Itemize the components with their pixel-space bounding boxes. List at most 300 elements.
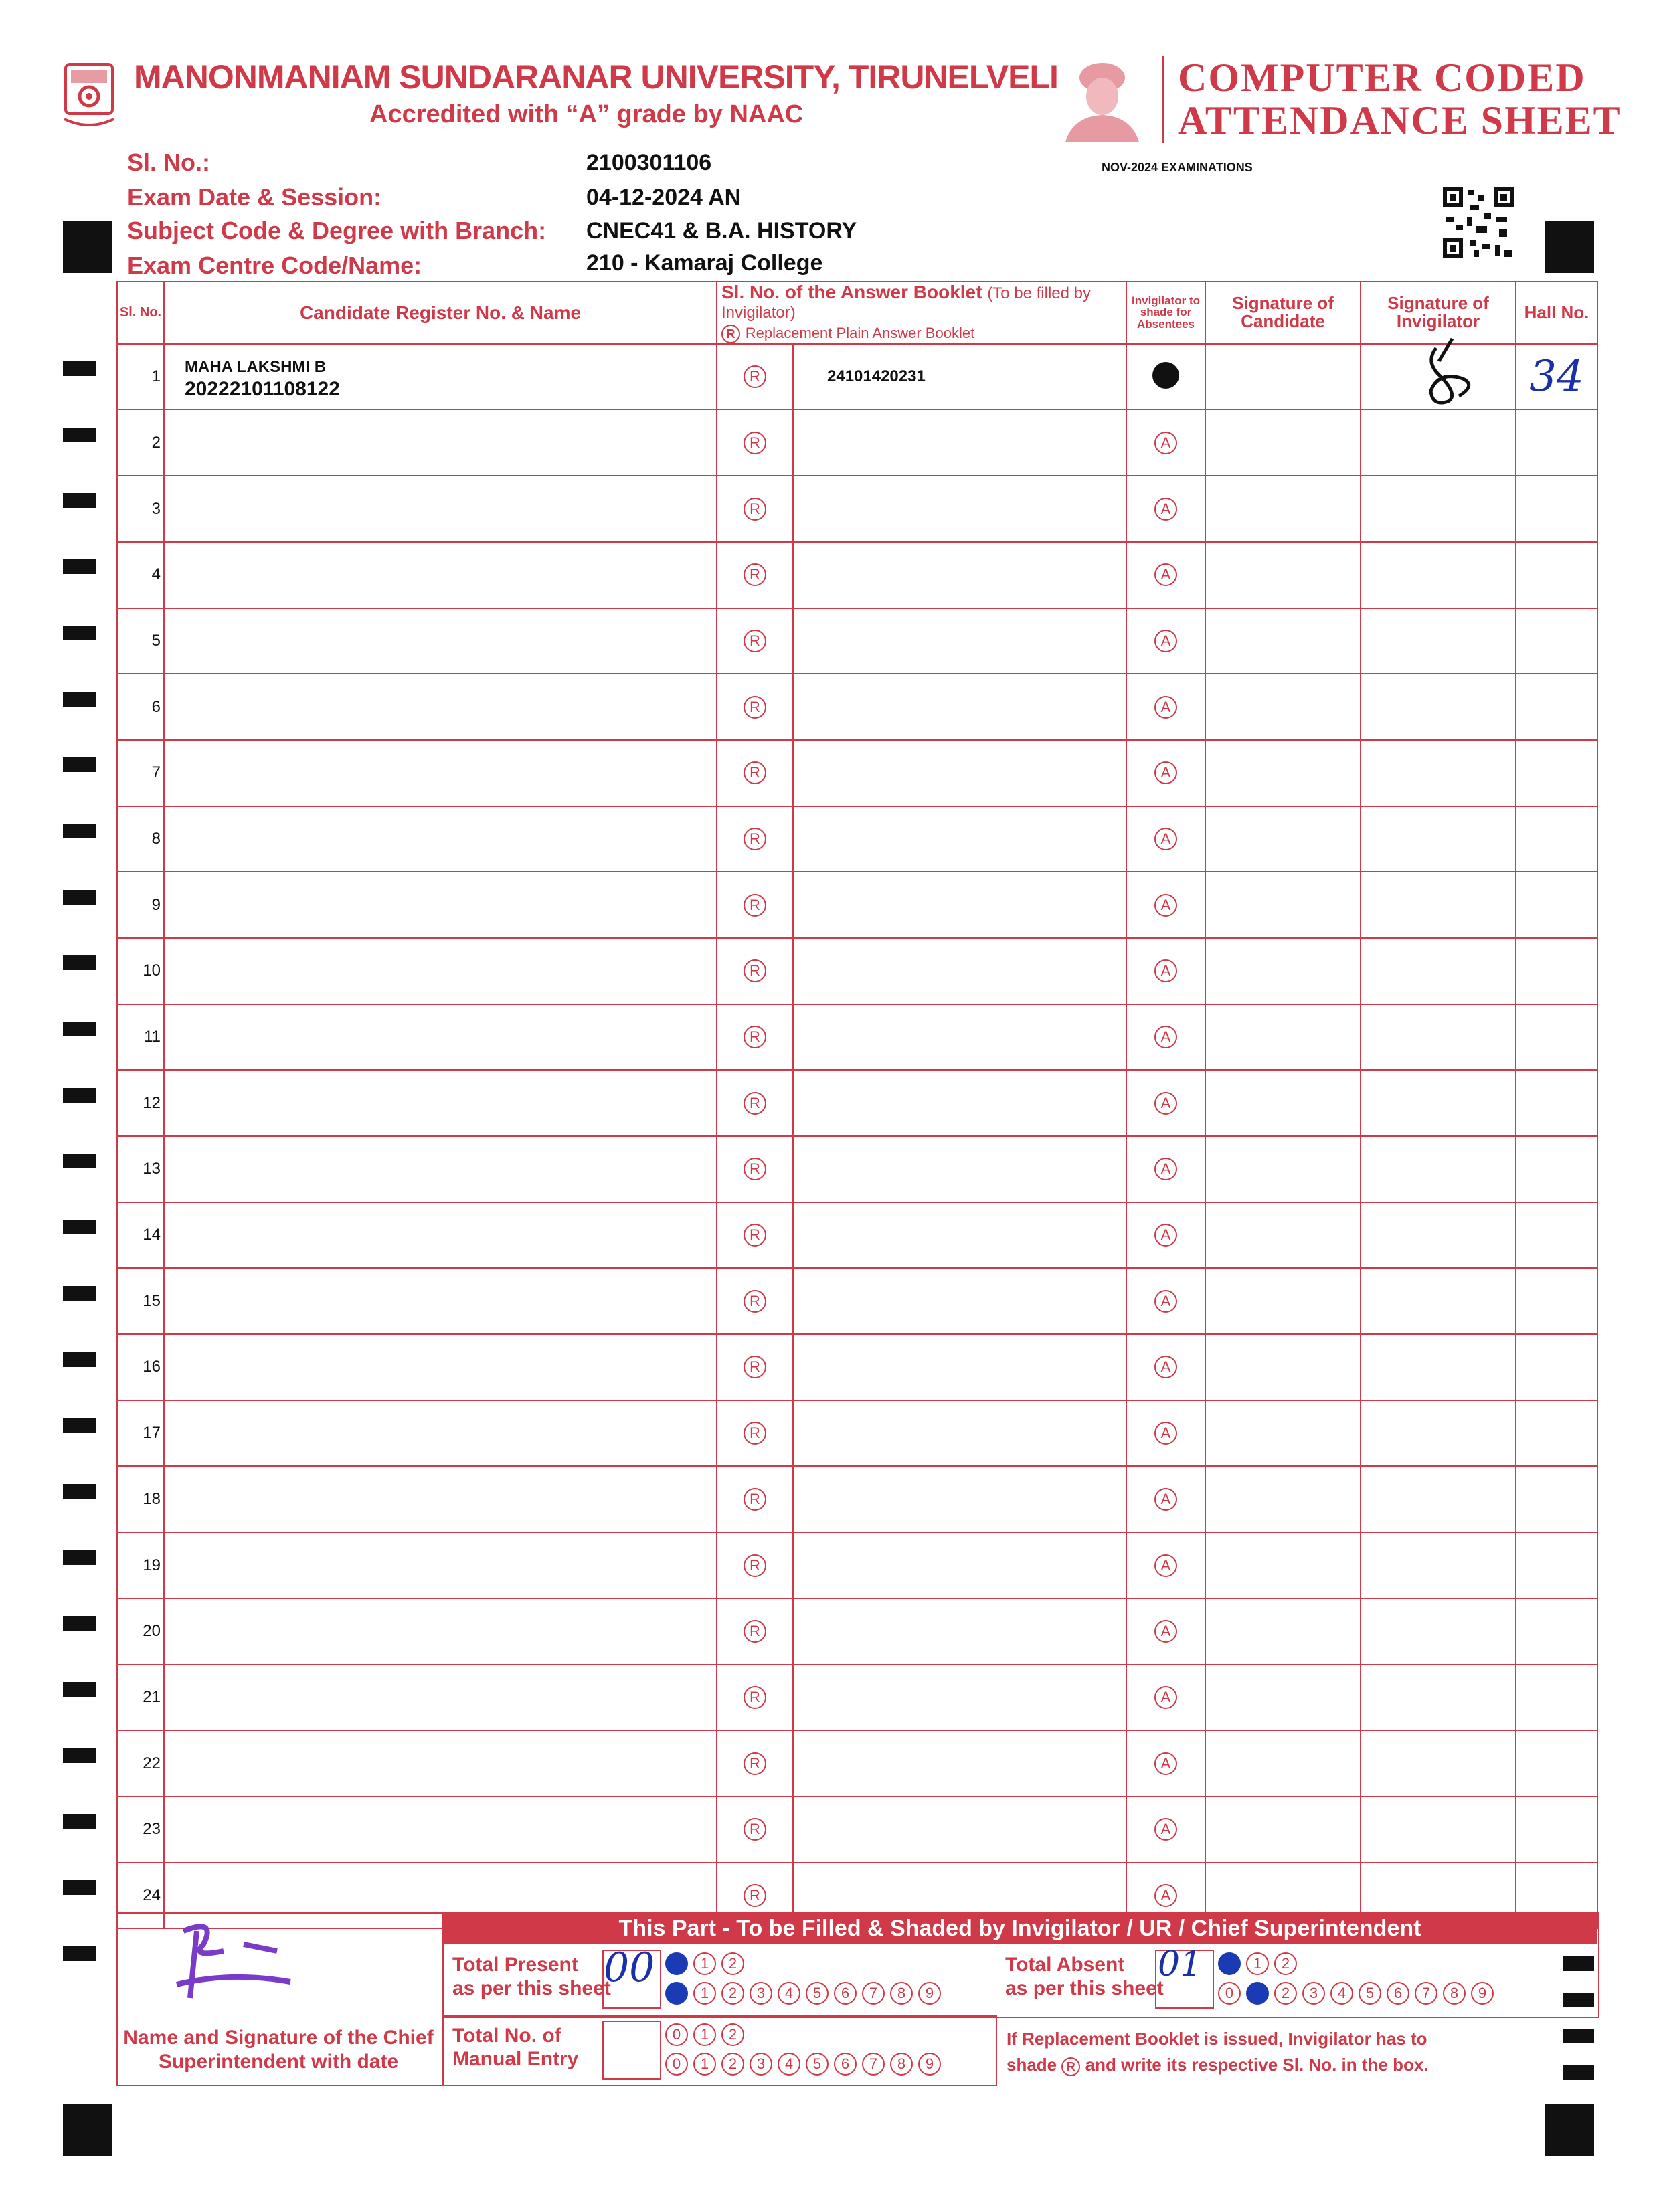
hall-no-field[interactable] <box>1516 542 1597 608</box>
booklet-no-field[interactable] <box>793 1796 1126 1863</box>
absent-units-bubbles[interactable] <box>1218 1982 1499 2005</box>
timing-mark <box>63 1880 96 1895</box>
candidate-signature-field[interactable] <box>1205 1730 1361 1796</box>
absent-bubble-cell <box>1126 608 1205 674</box>
row-sl-no: 2 <box>117 409 164 476</box>
absent-bubble[interactable]: A <box>1154 1686 1177 1709</box>
hall-no-field[interactable] <box>1516 608 1597 674</box>
replacement-bubble[interactable]: R <box>744 1818 766 1841</box>
digit-bubble[interactable]: 0 <box>1218 1952 1241 1975</box>
digit-bubble[interactable]: 7 <box>1415 1982 1437 2005</box>
booklet-no-field[interactable] <box>793 938 1126 1004</box>
centre-label: Exam Centre Code/Name: <box>127 252 422 279</box>
timing-mark <box>63 1814 96 1829</box>
table-body <box>117 344 1597 1929</box>
booklet-no-field[interactable] <box>793 1268 1126 1334</box>
candidate-signature-field[interactable] <box>1205 938 1361 1004</box>
replacement-bubble[interactable]: R <box>744 894 766 917</box>
hall-no-field[interactable] <box>1516 1796 1597 1863</box>
hall-no-field[interactable] <box>1516 740 1597 806</box>
invigilator-signature-field[interactable] <box>1361 1070 1516 1136</box>
digit-bubble[interactable]: 1 <box>1246 1952 1269 1975</box>
absent-bubble-cell <box>1126 1136 1205 1202</box>
digit-bubble[interactable]: 8 <box>890 1982 913 2005</box>
total-present-written: 00 <box>604 1944 655 1991</box>
absent-bubble[interactable]: A <box>1154 1158 1177 1180</box>
candidate-signature-field[interactable] <box>1205 608 1361 674</box>
table-row <box>117 1796 1597 1863</box>
absent-bubble[interactable]: A <box>1154 1554 1177 1577</box>
manual-tens-bubbles[interactable] <box>665 2023 750 2046</box>
absent-bubble-cell <box>1126 1665 1205 1731</box>
replacement-bubble[interactable]: R <box>744 1554 766 1577</box>
timing-mark <box>63 1286 96 1301</box>
table-row <box>117 1730 1597 1796</box>
exam-session-note: NOV-2024 EXAMINATIONS <box>1102 161 1253 174</box>
replacement-bubble[interactable]: R <box>744 1488 766 1511</box>
col-hall: Hall No. <box>1516 282 1597 344</box>
replacement-bubble-cell <box>717 1796 793 1863</box>
invigilator-signature-field[interactable] <box>1361 1796 1516 1863</box>
absent-bubble-cell <box>1126 1400 1205 1467</box>
replacement-bubble-cell <box>717 674 793 740</box>
candidate-cell <box>164 1730 717 1796</box>
replacement-bubble-cell <box>717 872 793 938</box>
digit-bubble[interactable]: 2 <box>721 1982 744 2005</box>
invigilator-signature-field[interactable] <box>1361 1598 1516 1665</box>
digit-bubble[interactable]: 2 <box>721 2053 744 2076</box>
candidate-signature-field[interactable] <box>1205 1334 1361 1400</box>
invigilator-signature-field[interactable] <box>1361 542 1516 608</box>
table-row <box>117 938 1597 1004</box>
absent-bubble-cell <box>1126 1796 1205 1863</box>
replacement-bubble[interactable]: R <box>744 761 766 784</box>
replacement-bubble[interactable]: R <box>744 959 766 982</box>
invigilator-signature-field[interactable] <box>1361 1730 1516 1796</box>
candidate-cell <box>164 1598 717 1665</box>
present-units-bubbles[interactable] <box>665 1982 946 2005</box>
attendance-table <box>116 281 1598 1929</box>
table-row <box>117 409 1597 476</box>
replacement-bubble-cell <box>717 1400 793 1467</box>
booklet-no-field[interactable] <box>793 1070 1126 1136</box>
invigilator-signature-field[interactable] <box>1361 1466 1516 1532</box>
hall-no-field[interactable] <box>1516 1466 1597 1532</box>
replacement-bubble-cell <box>717 1532 793 1598</box>
candidate-cell <box>164 1004 717 1071</box>
chief-label <box>116 2026 440 2074</box>
booklet-no-field[interactable] <box>793 608 1126 674</box>
replacement-bubble-cell <box>717 542 793 608</box>
invigilator-signature-field[interactable] <box>1361 1665 1516 1731</box>
digit-bubble[interactable]: 2 <box>1274 1982 1297 2005</box>
digit-bubble[interactable]: 4 <box>1330 1982 1353 2005</box>
booklet-no-field[interactable] <box>793 1202 1126 1269</box>
invigilator-signature-field[interactable] <box>1361 872 1516 938</box>
hall-no-field[interactable] <box>1516 1004 1597 1071</box>
digit-bubble[interactable]: 7 <box>862 1982 885 2005</box>
hall-no-field[interactable] <box>1516 1334 1597 1400</box>
timing-mark <box>63 1154 96 1168</box>
digit-bubble[interactable]: 2 <box>721 1952 744 1975</box>
absent-bubble-shaded[interactable] <box>1152 362 1179 389</box>
booklet-no-field[interactable] <box>793 476 1126 542</box>
booklet-no-field[interactable] <box>793 1730 1126 1796</box>
manual-entry-label-1: Total No. of <box>452 2025 561 2047</box>
digit-bubble[interactable]: 6 <box>834 1982 857 2005</box>
chief-label-text: Name and Signature of the Chief Superintendent with date <box>123 2027 434 2073</box>
absent-bubble[interactable]: A <box>1154 1092 1177 1115</box>
absent-bubble[interactable]: A <box>1154 959 1177 982</box>
candidate-signature-field[interactable] <box>1205 1268 1361 1334</box>
candidate-signature-field[interactable] <box>1205 476 1361 542</box>
booklet-no-field[interactable] <box>793 1598 1126 1665</box>
row-sl-no: 24 <box>117 1863 164 1929</box>
row-sl-no: 21 <box>117 1665 164 1731</box>
booklet-no-field[interactable] <box>793 674 1126 740</box>
replacement-bubble-cell <box>717 476 793 542</box>
absent-bubble[interactable]: A <box>1154 1752 1177 1775</box>
col-sig-candidate: Signature of Candidate <box>1205 282 1361 344</box>
replacement-bubble[interactable]: R <box>744 630 766 652</box>
absent-bubble[interactable]: A <box>1154 1620 1177 1643</box>
sl-no-value: 2100301106 <box>586 150 712 175</box>
digit-bubble[interactable]: 9 <box>918 2053 941 2076</box>
digit-bubble[interactable]: 0 <box>665 2023 688 2046</box>
row-sl-no: 19 <box>117 1532 164 1598</box>
absent-bubble[interactable]: A <box>1154 1224 1177 1247</box>
hall-no-field[interactable] <box>1516 1070 1597 1136</box>
corner-mark <box>1545 221 1594 273</box>
digit-bubble[interactable]: 1 <box>693 1952 716 1975</box>
digit-bubble[interactable]: 6 <box>1387 1982 1409 2005</box>
digit-bubble[interactable]: 5 <box>806 1982 828 2005</box>
replacement-bubble[interactable]: R <box>744 1290 766 1313</box>
invigilator-signature-field[interactable] <box>1361 1400 1516 1467</box>
absent-bubble[interactable]: A <box>1154 1356 1177 1378</box>
digit-bubble[interactable]: 3 <box>1302 1982 1325 2005</box>
timing-mark <box>63 1220 96 1234</box>
candidate-signature-field[interactable] <box>1205 674 1361 740</box>
replacement-bubble[interactable]: R <box>744 696 766 719</box>
timing-mark <box>63 955 96 970</box>
row-sl-no: 22 <box>117 1730 164 1796</box>
present-tens-bubbles[interactable] <box>665 1952 750 1975</box>
replacement-bubble[interactable]: R <box>744 1224 766 1247</box>
digit-bubble[interactable]: 4 <box>778 1982 800 2005</box>
absent-bubble[interactable]: A <box>1154 761 1177 784</box>
replacement-bubble-cell <box>717 1665 793 1731</box>
absent-bubble[interactable]: A <box>1154 630 1177 652</box>
hall-no-field[interactable] <box>1516 1202 1597 1269</box>
booklet-no-field[interactable] <box>793 872 1126 938</box>
row-sl-no: 14 <box>117 1202 164 1269</box>
absent-tens-bubbles[interactable] <box>1218 1952 1302 1975</box>
replacement-bubble-cell <box>717 806 793 872</box>
digit-bubble[interactable]: 2 <box>721 2023 744 2046</box>
replacement-bubble[interactable]: R <box>744 432 766 454</box>
row-sl-no: 17 <box>117 1400 164 1467</box>
hall-no-field[interactable] <box>1516 1400 1597 1467</box>
absent-bubble[interactable]: A <box>1154 1422 1177 1445</box>
manual-units-bubbles[interactable] <box>665 2053 946 2076</box>
col-booklet-title: Sl. No. of the Answer Booklet <box>721 282 982 302</box>
digit-bubble[interactable]: 1 <box>693 1982 716 2005</box>
replacement-bubble[interactable]: R <box>744 828 766 850</box>
absent-bubble[interactable]: A <box>1154 1884 1177 1907</box>
hall-no-field[interactable] <box>1516 409 1597 476</box>
absent-bubble-cell <box>1126 1466 1205 1532</box>
col-booklet-note: (To be filled by Invigilator) <box>721 284 1091 322</box>
manual-entry-label-2: Manual Entry <box>452 2047 579 2070</box>
invigilator-signature-field[interactable] <box>1361 608 1516 674</box>
hall-no-field[interactable] <box>1516 938 1597 1004</box>
replacement-bubble-cell <box>717 409 793 476</box>
replacement-bubble-cell <box>717 1268 793 1334</box>
candidate-signature-field[interactable] <box>1205 1202 1361 1269</box>
row-sl-no: 23 <box>117 1796 164 1863</box>
booklet-no-field[interactable] <box>793 1466 1126 1532</box>
hall-no-field[interactable]: 34 <box>1516 344 1597 410</box>
col-sig-invigilator: Signature of Invigilator <box>1361 282 1516 344</box>
replacement-bubble-cell <box>717 344 793 410</box>
booklet-no-field[interactable] <box>793 542 1126 608</box>
candidate-signature-field[interactable] <box>1205 1136 1361 1202</box>
replacement-bubble[interactable]: R <box>744 1356 766 1378</box>
invigilator-signature-field[interactable] <box>1361 1004 1516 1071</box>
hall-no-field[interactable] <box>1516 1730 1597 1796</box>
digit-bubble[interactable]: 9 <box>1471 1982 1494 2005</box>
digit-bubble[interactable]: 5 <box>1359 1982 1381 2005</box>
absent-bubble[interactable]: A <box>1154 498 1177 521</box>
candidate-cell <box>164 872 717 938</box>
replacement-bubble[interactable]: R <box>744 1620 766 1643</box>
table-row <box>117 608 1597 674</box>
absent-bubble-cell <box>1126 938 1205 1004</box>
candidate-signature-field[interactable] <box>1205 740 1361 806</box>
qr-code <box>1443 187 1514 258</box>
hall-no-field[interactable] <box>1516 806 1597 872</box>
replacement-symbol: R <box>1061 2057 1080 2076</box>
booklet-no-field[interactable] <box>793 1532 1126 1598</box>
replacement-note-1: If Replacement Booklet is issued, Invigilator has to <box>1007 2029 1427 2049</box>
invigilator-signature[interactable] <box>1412 335 1486 408</box>
col-booklet <box>717 282 1126 344</box>
table-row <box>117 1202 1597 1269</box>
invigilator-signature-field[interactable] <box>1361 740 1516 806</box>
absent-bubble-cell <box>1126 806 1205 872</box>
digit-bubble[interactable]: 5 <box>806 2053 828 2076</box>
invigilator-signature-field[interactable] <box>1361 674 1516 740</box>
digit-bubble[interactable]: 0 <box>665 1982 688 2005</box>
hall-no-field[interactable] <box>1516 1665 1597 1731</box>
corner-mark <box>63 2104 112 2156</box>
sheet-title-line1: COMPUTER CODED <box>1178 56 1586 100</box>
booklet-no-field[interactable] <box>793 1665 1126 1731</box>
absent-bubble[interactable]: A <box>1154 432 1177 454</box>
absent-bubble-cell <box>1126 1202 1205 1269</box>
replacement-bubble[interactable]: R <box>744 563 766 586</box>
col-absent: Invigilator to shade for Absentees <box>1126 282 1205 344</box>
replacement-bubble[interactable]: R <box>744 1686 766 1709</box>
manual-entry-input[interactable] <box>602 2021 661 2080</box>
table-row <box>117 1004 1597 1071</box>
digit-bubble[interactable]: 1 <box>1246 1982 1269 2005</box>
absent-bubble[interactable]: A <box>1154 1026 1177 1048</box>
candidate-cell <box>164 608 717 674</box>
replacement-bubble[interactable]: R <box>744 1884 766 1907</box>
invigilator-signature-field[interactable] <box>1361 938 1516 1004</box>
booklet-no-field[interactable] <box>793 1400 1126 1467</box>
row-sl-no: 5 <box>117 608 164 674</box>
candidate-signature-field[interactable] <box>1205 1004 1361 1071</box>
hall-no-field[interactable] <box>1516 476 1597 542</box>
absent-bubble-cell <box>1126 1532 1205 1598</box>
absent-bubble[interactable]: A <box>1154 1818 1177 1841</box>
candidate-signature-field[interactable] <box>1205 1598 1361 1665</box>
invigilator-signature-field[interactable] <box>1361 1334 1516 1400</box>
digit-bubble[interactable]: 1 <box>693 2023 716 2046</box>
row-sl-no: 20 <box>117 1598 164 1665</box>
digit-bubble[interactable]: 8 <box>890 2053 913 2076</box>
col-sl-no: Sl. No. <box>117 282 164 344</box>
booklet-no-field[interactable] <box>793 1004 1126 1071</box>
candidate-signature-field[interactable] <box>1205 1665 1361 1731</box>
candidate-cell <box>164 938 717 1004</box>
digit-bubble[interactable]: 3 <box>750 1982 772 2005</box>
digit-bubble[interactable]: 7 <box>862 2053 885 2076</box>
candidate-signature-field[interactable] <box>1205 872 1361 938</box>
table-row <box>117 344 1597 410</box>
timing-mark <box>63 493 96 508</box>
digit-bubble[interactable]: 8 <box>1443 1982 1466 2005</box>
absent-bubble[interactable]: A <box>1154 696 1177 719</box>
replacement-bubble-cell <box>717 1334 793 1400</box>
candidate-signature-field[interactable] <box>1205 1796 1361 1863</box>
centre-value: 210 - Kamaraj College <box>586 250 823 276</box>
hall-no-field[interactable] <box>1516 674 1597 740</box>
invigilator-signature-field[interactable] <box>1361 409 1516 476</box>
candidate-cell <box>164 806 717 872</box>
absent-bubble[interactable]: A <box>1154 894 1177 917</box>
hall-no-field[interactable] <box>1516 1598 1597 1665</box>
booklet-no-field[interactable] <box>793 740 1126 806</box>
digit-bubble[interactable]: 9 <box>918 1982 941 2005</box>
replacement-bubble-cell <box>717 1730 793 1796</box>
table-row <box>117 1400 1597 1467</box>
table-row <box>117 806 1597 872</box>
hall-no-field[interactable] <box>1516 1136 1597 1202</box>
candidate-signature-field[interactable] <box>1205 1466 1361 1532</box>
table-row <box>117 476 1597 542</box>
candidate-signature-field[interactable] <box>1205 806 1361 872</box>
booklet-no-field[interactable] <box>793 409 1126 476</box>
replacement-bubble-cell <box>717 1136 793 1202</box>
table-row <box>117 1268 1597 1334</box>
replacement-bubble[interactable]: R <box>744 1158 766 1180</box>
superintendent-section <box>116 1912 1597 2086</box>
table-row <box>117 1532 1597 1598</box>
booklet-no-field[interactable]: 24101420231 <box>793 344 1126 410</box>
absent-bubble[interactable]: A <box>1154 1488 1177 1511</box>
corner-mark <box>63 221 112 273</box>
row-sl-no: 18 <box>117 1466 164 1532</box>
replacement-bubble[interactable]: R <box>744 365 766 388</box>
timing-mark <box>63 890 96 905</box>
total-absent-label-2: as per this sheet <box>1005 1976 1164 1999</box>
candidate-signature-field[interactable] <box>1205 409 1361 476</box>
candidate-name: MAHA LAKSHMI B <box>185 357 327 376</box>
candidate-cell <box>164 1268 717 1334</box>
sl-no-label: Sl. No.: <box>127 149 210 176</box>
replacement-bubble[interactable]: R <box>744 1752 766 1775</box>
table-row <box>117 1598 1597 1665</box>
invigilator-signature-field[interactable] <box>1361 476 1516 542</box>
digit-bubble[interactable]: 6 <box>834 2053 857 2076</box>
digit-bubble[interactable]: 0 <box>665 1952 688 1975</box>
row-sl-no: 9 <box>117 872 164 938</box>
candidate-signature-field[interactable] <box>1205 1532 1361 1598</box>
replacement-bubble[interactable]: R <box>744 1422 766 1445</box>
corner-mark <box>1545 2104 1594 2156</box>
digit-bubble[interactable]: 0 <box>665 2053 688 2076</box>
candidate-cell <box>164 409 717 476</box>
booklet-no-field[interactable] <box>793 1136 1126 1202</box>
sheet-title <box>1162 56 1622 143</box>
row-sl-no: 11 <box>117 1004 164 1071</box>
digit-bubble[interactable]: 1 <box>693 2053 716 2076</box>
timing-mark <box>63 1352 96 1367</box>
digit-bubble[interactable]: 2 <box>1274 1952 1297 1975</box>
candidate-signature-field[interactable] <box>1205 542 1361 608</box>
university-logo <box>62 62 116 135</box>
invigilator-signature-field[interactable] <box>1361 1202 1516 1269</box>
absent-bubble[interactable]: A <box>1154 1290 1177 1313</box>
invigilator-signature-field[interactable] <box>1361 1268 1516 1334</box>
replacement-bubble[interactable]: R <box>744 1026 766 1048</box>
candidate-signature-field[interactable] <box>1205 1400 1361 1467</box>
timing-mark <box>63 1550 96 1565</box>
hall-no-field[interactable] <box>1516 1268 1597 1334</box>
digit-bubble[interactable]: 0 <box>1218 1982 1241 2005</box>
replacement-bubble-cell <box>717 1202 793 1269</box>
total-absent-label-1: Total Absent <box>1005 1954 1125 1976</box>
replacement-bubble-cell <box>717 608 793 674</box>
booklet-no-field[interactable] <box>793 806 1126 872</box>
hall-no-field[interactable] <box>1516 872 1597 938</box>
hall-no-field[interactable] <box>1516 1532 1597 1598</box>
replacement-bubble[interactable]: R <box>744 498 766 521</box>
candidate-signature-field[interactable] <box>1205 1070 1361 1136</box>
booklet-no-field[interactable] <box>793 1334 1126 1400</box>
digit-bubble[interactable]: 4 <box>778 2053 800 2076</box>
invigilator-signature-field[interactable] <box>1361 1136 1516 1202</box>
replacement-bubble-cell <box>717 1598 793 1665</box>
invigilator-signature-field[interactable] <box>1361 1532 1516 1598</box>
table-row <box>117 1334 1597 1400</box>
timing-mark <box>63 559 96 574</box>
invigilator-signature-field[interactable] <box>1361 806 1516 872</box>
candidate-signature-field[interactable] <box>1205 344 1361 410</box>
candidate-cell <box>164 674 717 740</box>
replacement-bubble[interactable]: R <box>744 1092 766 1115</box>
digit-bubble[interactable]: 3 <box>750 2053 772 2076</box>
sheet-title-line2: ATTENDANCE SHEET <box>1178 98 1622 143</box>
absent-bubble[interactable]: A <box>1154 828 1177 850</box>
timing-mark <box>63 626 96 640</box>
absent-bubble[interactable]: A <box>1154 563 1177 586</box>
col-booklet-sub: Replacement Plain Answer Booklet <box>745 324 975 341</box>
